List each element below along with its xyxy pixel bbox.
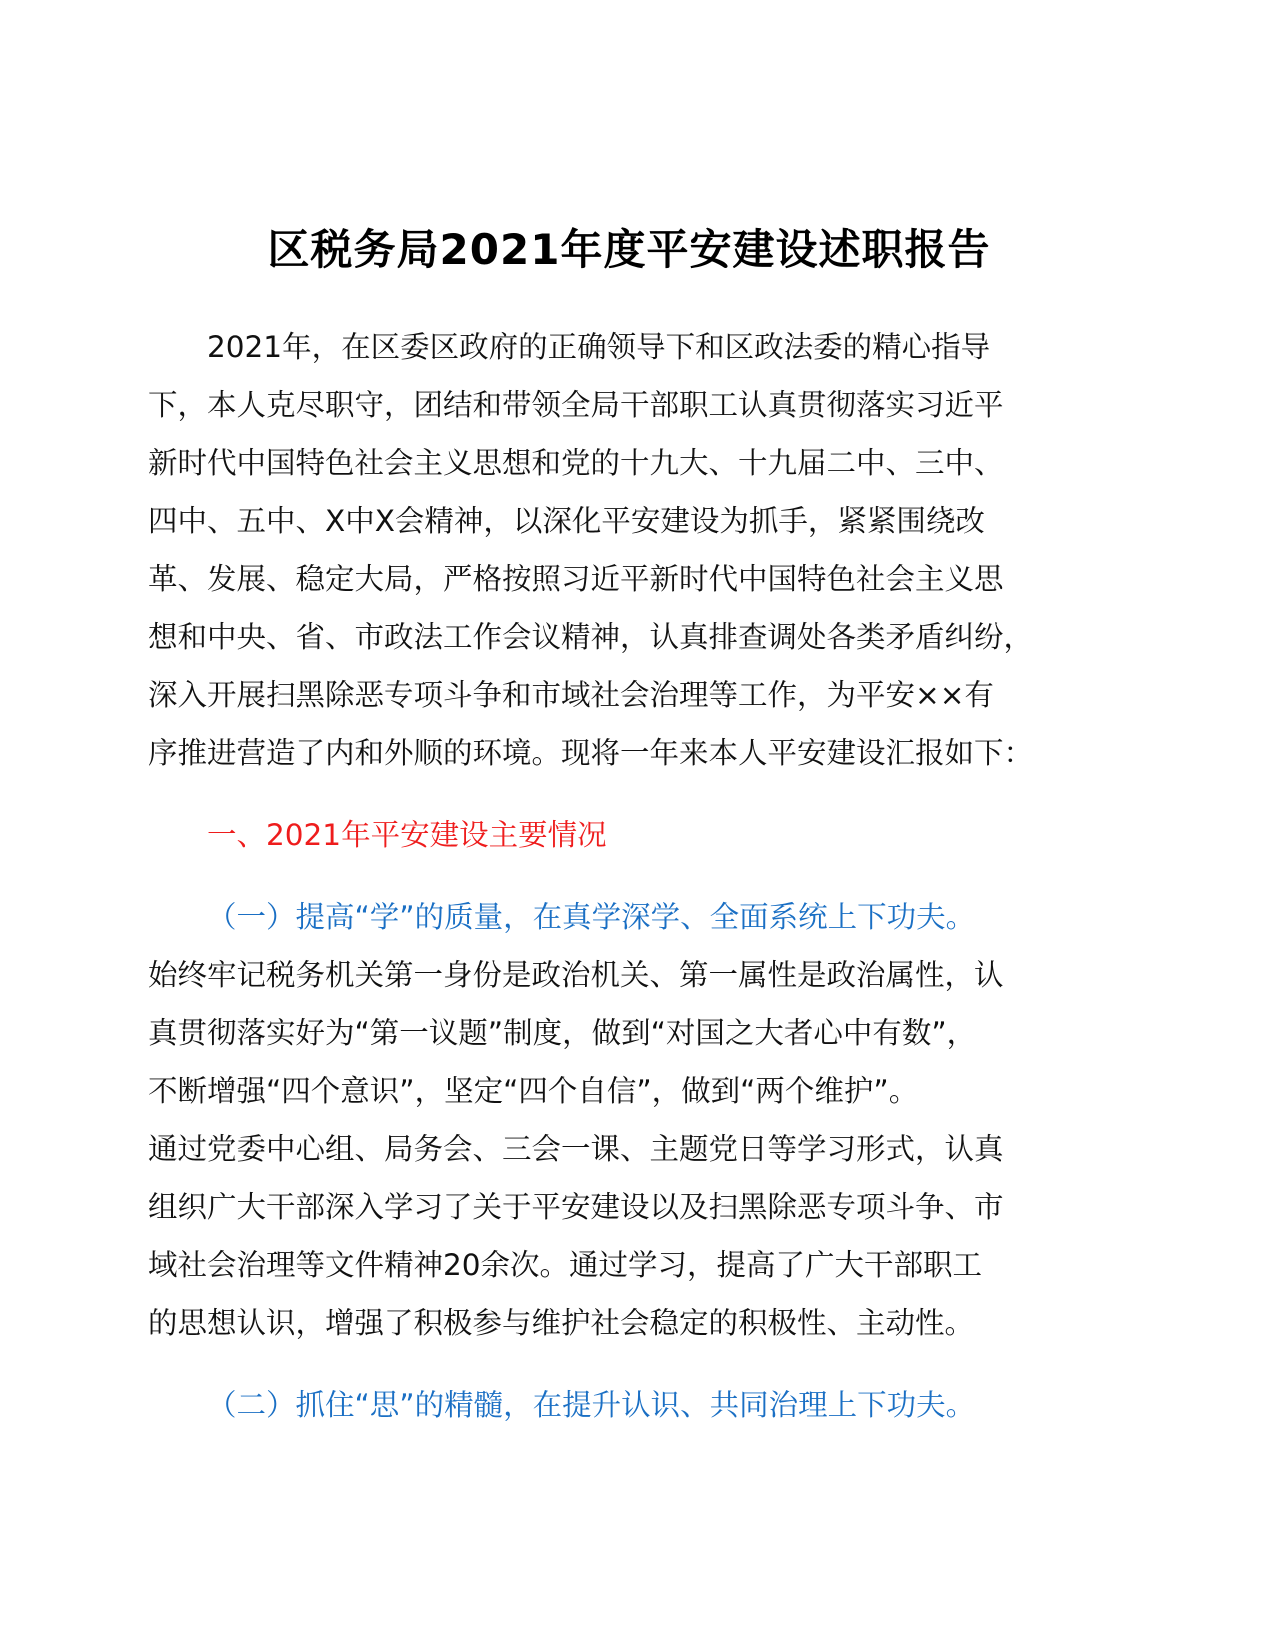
intro-line: 下，本人克尽职守，团结和带领全局干部职工认真贯彻落实习近平 <box>148 388 1004 422</box>
subsection-1-line: 组织广大干部深入学习了关于平安建设以及扫黑除恶专项斗争、市 <box>148 1190 1004 1224</box>
intro-line: 革、发展、稳定大局，严格按照习近平新时代中国特色社会主义思 <box>148 562 1004 596</box>
subsection-1-line: 真贯彻落实好为“第一议题”制度，做到“对国之大者心中有数”， <box>148 1016 977 1050</box>
subsection-1-line: 通过党委中心组、局务会、三会一课、主题党日等学习形式，认真 <box>148 1132 1004 1166</box>
subsection-1-line: 的思想认识，增强了积极参与维护社会稳定的积极性、主动性。 <box>148 1306 975 1340</box>
subsection-1-line: 不断增强“四个意识”，坚定“四个自信”，做到“两个维护”。 <box>148 1074 919 1108</box>
intro-line: 深入开展扫黑除恶专项斗争和市域社会治理等工作，为平安××有 <box>148 678 994 712</box>
spacer <box>148 1352 1093 1376</box>
subsection-1-line: 域社会治理等文件精神20余次。通过学习，提高了广大干部职工 <box>148 1248 983 1282</box>
intro-line: 新时代中国特色社会主义思想和党的十九大、十九届二中、三中、 <box>148 446 1004 480</box>
spacer <box>148 782 1093 806</box>
intro-line: 四中、五中、X中X会精神，以深化平安建设为抓手，紧紧围绕改 <box>148 504 985 538</box>
document-body <box>148 318 1093 1434</box>
subsection-1-line: 始终牢记税务机关第一身份是政治机关、第一属性是政治属性，认 <box>148 958 1004 992</box>
subsection-1-paragraph <box>148 946 1093 1352</box>
subsection-heading-1: （一）提高“学”的质量，在真学深学、全面系统上下功夫。 <box>207 900 976 934</box>
intro-line: 序推进营造了内和外顺的环境。现将一年来本人平安建设汇报如下： <box>148 736 1034 770</box>
intro-paragraph <box>148 318 1093 782</box>
document-title: 区税务局2021年度平安建设述职报告 <box>267 225 991 274</box>
section-heading-1: 一、2021年平安建设主要情况 <box>207 818 607 852</box>
intro-line: 2021年，在区委区政府的正确领导下和区政法委的精心指导 <box>207 330 991 364</box>
subsection-heading-2: （二）抓住“思”的精髓，在提升认识、共同治理上下功夫。 <box>207 1388 976 1422</box>
intro-line: 想和中央、省、市政法工作会议精神，认真排查调处各类矛盾纠纷， <box>148 620 1034 654</box>
spacer <box>148 864 1093 888</box>
